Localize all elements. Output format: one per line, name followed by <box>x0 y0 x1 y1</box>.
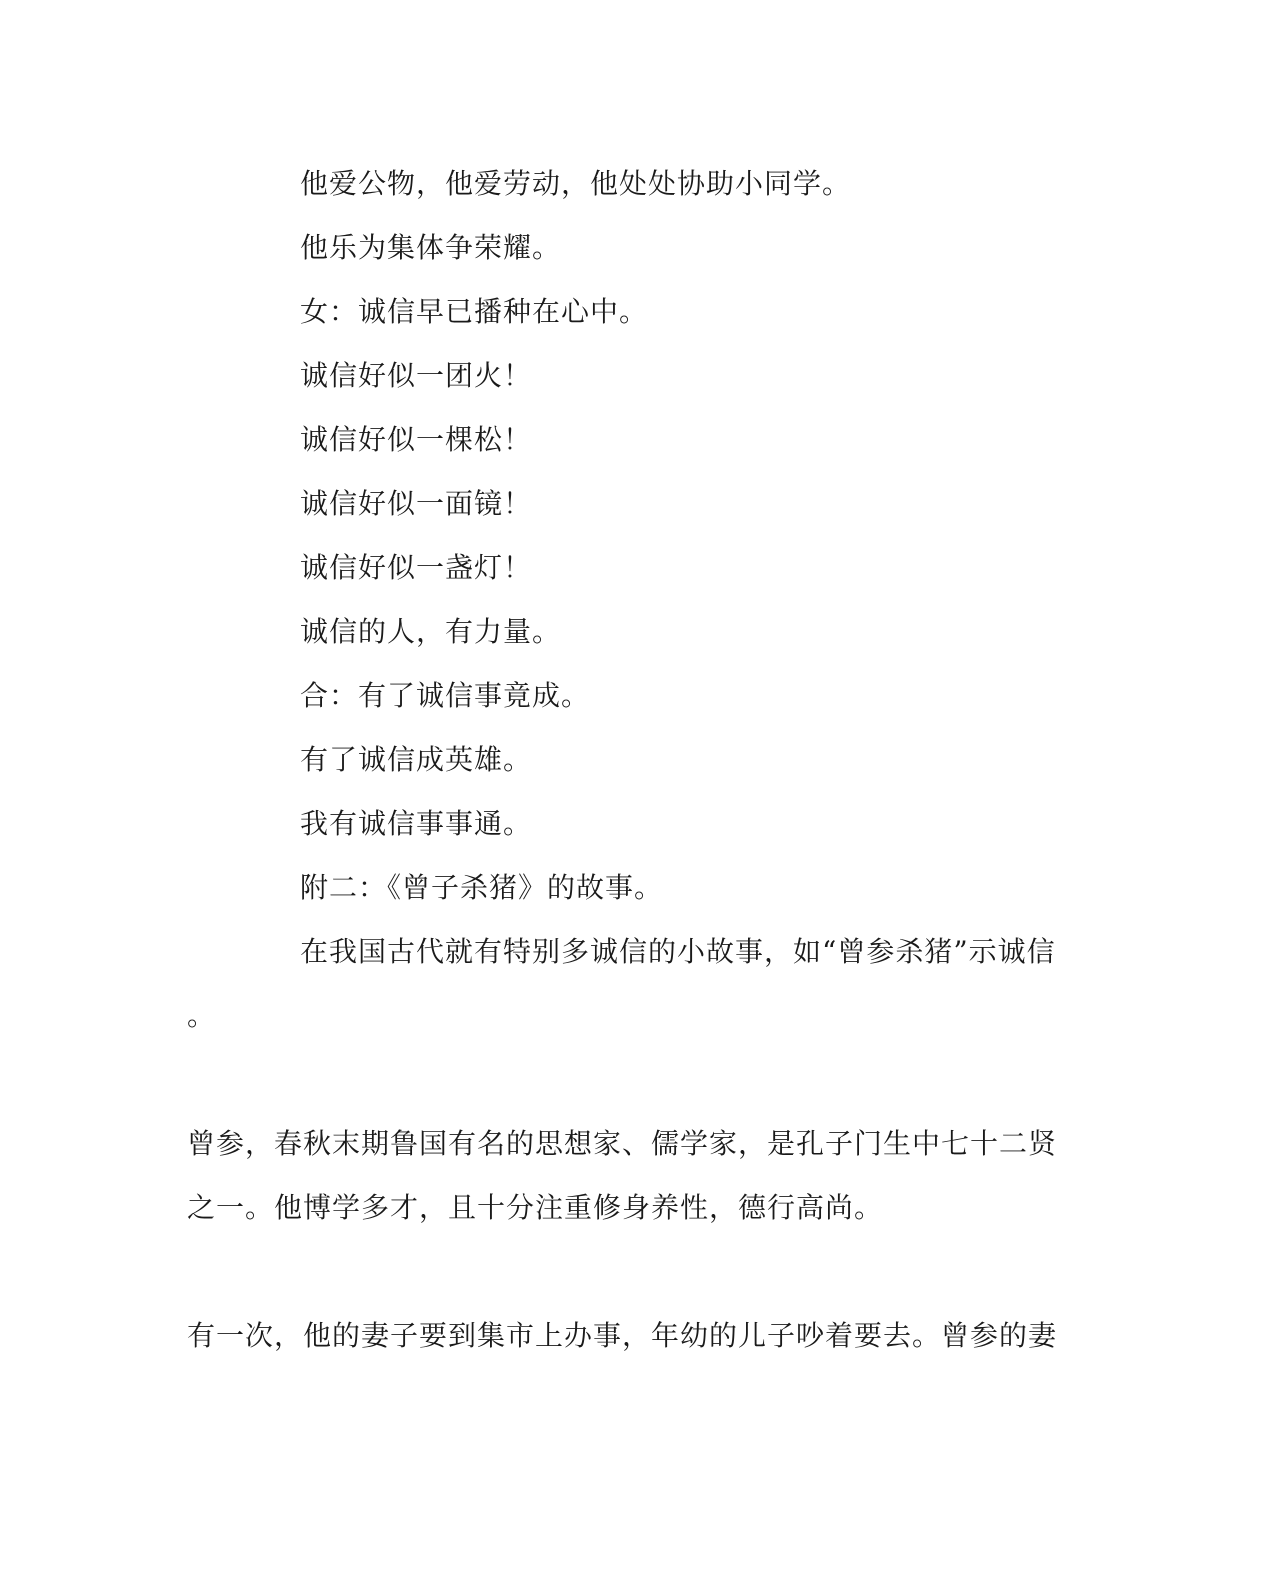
text-line: 附二：《曾子杀猪》的故事。 <box>300 871 664 904</box>
text-line: 有一次，他的妻子要到集市上办事，年幼的儿子吵着要去。曾参的妻 <box>187 1319 1058 1352</box>
text-line: 在我国古代就有特别多诚信的小故事，如“曾参杀猪”示诚信 <box>300 935 1056 968</box>
text-line: 有了诚信成英雄。 <box>300 743 533 776</box>
text-line: 诚信的人，有力量。 <box>300 615 562 648</box>
text-line: 之一。他博学多才，且十分注重修身养性，德行高尚。 <box>187 1191 884 1224</box>
text-line: 诚信好似一盏灯！ <box>300 551 533 584</box>
text-line: 诚信好似一团火！ <box>300 359 533 392</box>
text-line: 我有诚信事事通。 <box>300 807 533 840</box>
text-line: 曾参，春秋末期鲁国有名的思想家、儒学家，是孔子门生中七十二贤 <box>187 1127 1058 1160</box>
text-line: 诚信好似一棵松！ <box>300 423 533 456</box>
text-line: 女：诚信早已播种在心中。 <box>300 295 649 328</box>
text-line: 。 <box>187 999 217 1032</box>
text-line: 诚信好似一面镜！ <box>300 487 533 520</box>
text-line: 他乐为集体争荣耀。 <box>300 231 562 264</box>
text-line: 合：有了诚信事竟成。 <box>300 679 591 712</box>
text-line: 他爱公物，他爱劳动，他处处协助小同学。 <box>300 167 852 200</box>
